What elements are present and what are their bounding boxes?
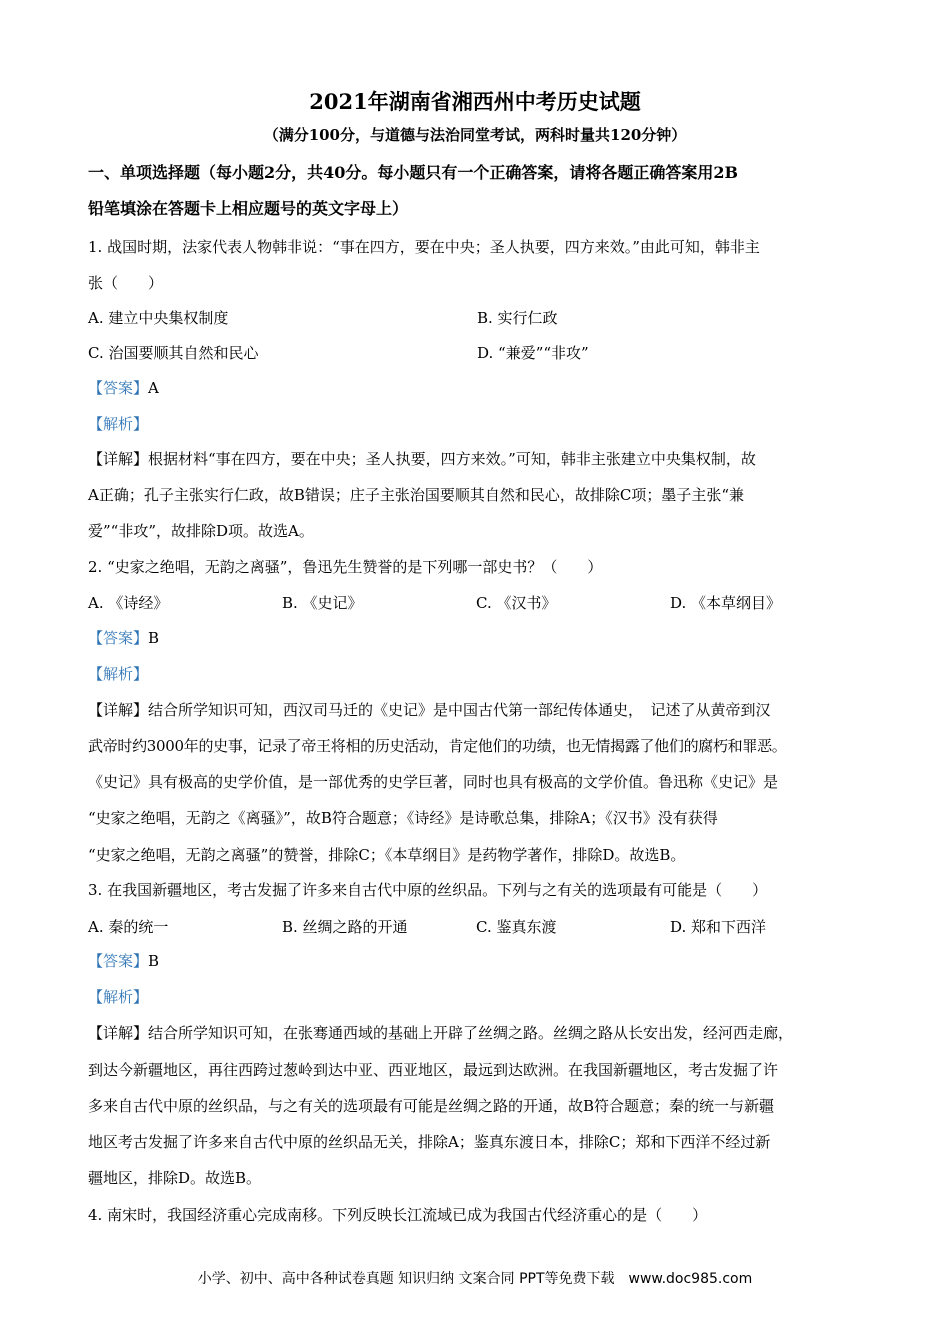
q1-stem-line1: 1. 战国时期，法家代表人物韩非说：“事在四方，要在中央；圣人执要，四方来效。”由此可知，韩非主 (88, 238, 760, 256)
q1-stem-line2: 张（ ） (88, 274, 164, 292)
q3-option-a: A. 秦的统一 (88, 918, 169, 936)
q2-option-b: B. 《史记》 (282, 594, 363, 612)
q1-detail-line3: 爱”“非攻”，故排除D项。故选A。 (88, 522, 314, 540)
answer-tag: 【答案】 (88, 629, 149, 647)
answer-value: B (148, 629, 160, 647)
detail-text: 结合所学知识可知，在张骞通西域的基础上开辟了丝绸之路。丝绸之路从长安出发，经河西走廊， (148, 1024, 794, 1042)
q3-detail-line4: 地区考古发掘了许多来自古代中原的丝织品无关，排除A；鉴真东渡日本，排除C；郑和下西洋不经过新 (88, 1133, 771, 1151)
q2-analysis-tag: 【解析】 (88, 665, 149, 683)
q3-option-b: B. 丝绸之路的开通 (282, 918, 408, 936)
answer-value: A (148, 379, 159, 397)
detail-tag: 【详解】 (88, 701, 149, 719)
q3-detail-line2: 到达今新疆地区，再往西跨过葱岭到达中亚、西亚地区，最远到达欧洲。在我国新疆地区，考古发掘了许 (88, 1061, 779, 1079)
detail-text: 结合所学知识可知，西汉司马迁的《史记》是中国古代第一部纪传体通史， 记述了从黄帝到汉 (148, 701, 771, 719)
q2-detail-line2: 武帝时约3000年的史事，记录了帝王将相的历史活动，肯定他们的功绩，也无情揭露了他们的腐朽和罪恶。 (88, 737, 787, 755)
q1-option-d: D. “兼爱”“非攻” (477, 344, 589, 362)
q1-answer (88, 378, 878, 398)
q2-stem: 2. “史家之绝唱，无韵之离骚”，鲁迅先生赞誉的是下列哪一部史书？（ ） (88, 558, 603, 576)
detail-tag: 【详解】 (88, 1024, 149, 1042)
section-heading-line2: 铅笔填涂在答题卡上相应题号的英文字母上） (88, 199, 409, 218)
q1-detail-line1 (88, 449, 878, 469)
q2-detail-line3: 《史记》具有极高的史学价值，是一部优秀的史学巨著，同时也具有极高的文学价值。鲁迅称《史记》是 (88, 773, 779, 791)
answer-value: B (148, 952, 160, 970)
q2-option-c: C. 《汉书》 (476, 594, 557, 612)
q3-analysis-tag: 【解析】 (88, 988, 149, 1006)
q3-detail-line5: 疆地区，排除D。故选B。 (88, 1169, 262, 1187)
page-subtitle: （满分100分，与道德与法治同堂考试，两科时量共120分钟） (263, 126, 687, 144)
q1-option-c: C. 治国要顺其自然和民心 (88, 344, 259, 362)
answer-tag: 【答案】 (88, 379, 149, 397)
detail-tag: 【详解】 (88, 450, 149, 468)
q2-detail-line5: “史家之绝唱，无韵之离骚”的赞誉，排除C；《本草纲目》是药物学著作，排除D。故选B。 (88, 846, 686, 864)
q2-detail-line1 (88, 700, 878, 720)
q3-answer (88, 951, 878, 971)
q4-stem: 4. 南宋时，我国经济重心完成南移。下列反映长江流域已成为我国古代经济重心的是（ ） (88, 1206, 708, 1224)
q1-option-b: B. 实行仁政 (477, 309, 558, 327)
q2-option-d: D. 《本草纲目》 (670, 594, 782, 612)
q3-option-d: D. 郑和下西洋 (670, 918, 767, 936)
page-footer: 小学、初中、高中各种试卷真题 知识归纳 文案合同 PPT等免费下载 www.doc985.com (197, 1271, 753, 1287)
detail-text: 根据材料“事在四方，要在中央；圣人执要，四方来效。”可知，韩非主张建立中央集权制，故 (148, 450, 756, 468)
q3-detail-line3: 多来自古代中原的丝织品，与之有关的选项最有可能是丝绸之路的开通，故B符合题意；秦的统一与新疆 (88, 1097, 775, 1115)
section-heading-line1: 一、单项选择题（每小题2分，共40分。每小题只有一个正确答案，请将各题正确答案用2B (88, 163, 739, 182)
q1-option-a: A. 建立中央集权制度 (88, 309, 229, 327)
answer-tag: 【答案】 (88, 952, 149, 970)
q3-option-c: C. 鉴真东渡 (476, 918, 557, 936)
q2-option-a: A. 《诗经》 (88, 594, 169, 612)
q1-analysis-tag: 【解析】 (88, 415, 149, 433)
page-title: 2021年湖南省湘西州中考历史试题 (309, 89, 641, 114)
q3-detail-line1 (88, 1023, 878, 1043)
q2-detail-line4: “史家之绝唱，无韵之《离骚》”，故B符合题意；《诗经》是诗歌总集，排除A；《汉书》没有获得 (88, 809, 718, 827)
q2-answer (88, 628, 878, 648)
q3-stem: 3. 在我国新疆地区，考古发掘了许多来自古代中原的丝织品。下列与之有关的选项最有可能是（ ） (88, 881, 768, 899)
q1-detail-line2: A正确；孔子主张实行仁政，故B错误；庄子主张治国要顺其自然和民心，故排除C项；墨子主张“兼 (88, 486, 745, 504)
